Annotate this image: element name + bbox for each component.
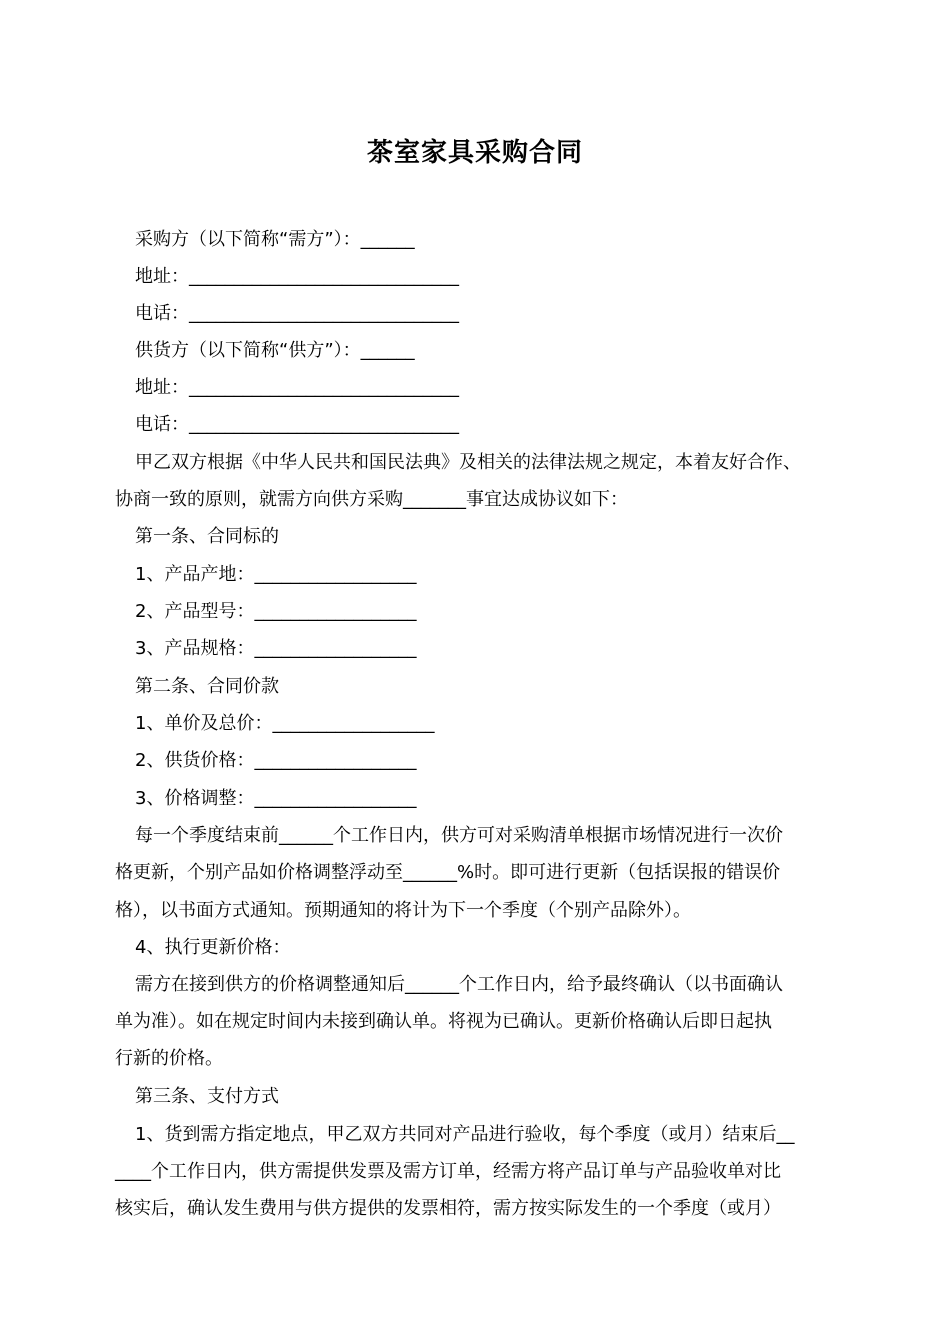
article-2-item-2: 2、供货价格：__________________	[135, 750, 417, 771]
price-adjust-para-line-2: 格更新，个别产品如价格调整浮动至______%时。即可进行更新（包括误报的错误价	[115, 862, 781, 883]
payment-para-line-3: 核实后，确认发生费用与供方提供的发票相符，需方按实际发生的一个季度（或月）	[115, 1198, 781, 1219]
article-3-heading: 第三条、支付方式	[135, 1086, 279, 1107]
preamble-line-2: 协商一致的原则，就需方向供方采购_______事宜达成协议如下：	[115, 489, 628, 510]
supplier-phone-line: 电话：______________________________	[135, 414, 459, 435]
payment-para-line-1: 1、货到需方指定地点，甲乙双方共同对产品进行验收，每个季度（或月）结束后__	[135, 1124, 795, 1145]
confirm-para-line-1: 需方在接到供方的价格调整通知后______个工作日内，给予最终确认（以书面确认	[135, 974, 783, 995]
article-2-item-3: 3、价格调整：__________________	[135, 788, 417, 809]
confirm-para-line-3: 行新的价格。	[115, 1048, 223, 1069]
article-2-item-1: 1、单价及总价：__________________	[135, 713, 435, 734]
price-adjust-para-line-3: 格），以书面方式通知。预期通知的将计为下一个季度（个别产品除外）。	[115, 900, 691, 921]
buyer-phone-line: 电话：______________________________	[135, 303, 459, 324]
article-1-item-1: 1、产品产地：__________________	[135, 564, 417, 585]
preamble-line-1: 甲乙双方根据《中华人民共和国民法典》及相关的法律法规之规定，本着友好合作、	[135, 452, 801, 473]
article-2-item-4: 4、执行更新价格：	[135, 937, 291, 958]
document-title: 茶室家具采购合同	[366, 138, 583, 168]
supplier-address-line: 地址：______________________________	[135, 377, 459, 398]
buyer-address-line: 地址：______________________________	[135, 266, 459, 287]
price-adjust-para-line-1: 每一个季度结束前______个工作日内，供方可对采购清单根据市场情况进行一次价	[135, 825, 783, 846]
buyer-name-line: 采购方（以下简称“需方”）：______	[135, 229, 415, 250]
confirm-para-line-2: 单为准）。如在规定时间内未接到确认单。将视为已确认。更新价格确认后即日起执	[115, 1011, 772, 1032]
payment-para-line-2: ____个工作日内，供方需提供发票及需方订单，经需方将产品订单与产品验收单对比	[115, 1161, 781, 1182]
article-2-heading: 第二条、合同价款	[135, 676, 279, 697]
article-1-item-2: 2、产品型号：__________________	[135, 601, 417, 622]
supplier-name-line: 供货方（以下简称“供方”）：______	[135, 340, 415, 361]
article-1-item-3: 3、产品规格：__________________	[135, 638, 417, 659]
article-1-heading: 第一条、合同标的	[135, 526, 279, 547]
